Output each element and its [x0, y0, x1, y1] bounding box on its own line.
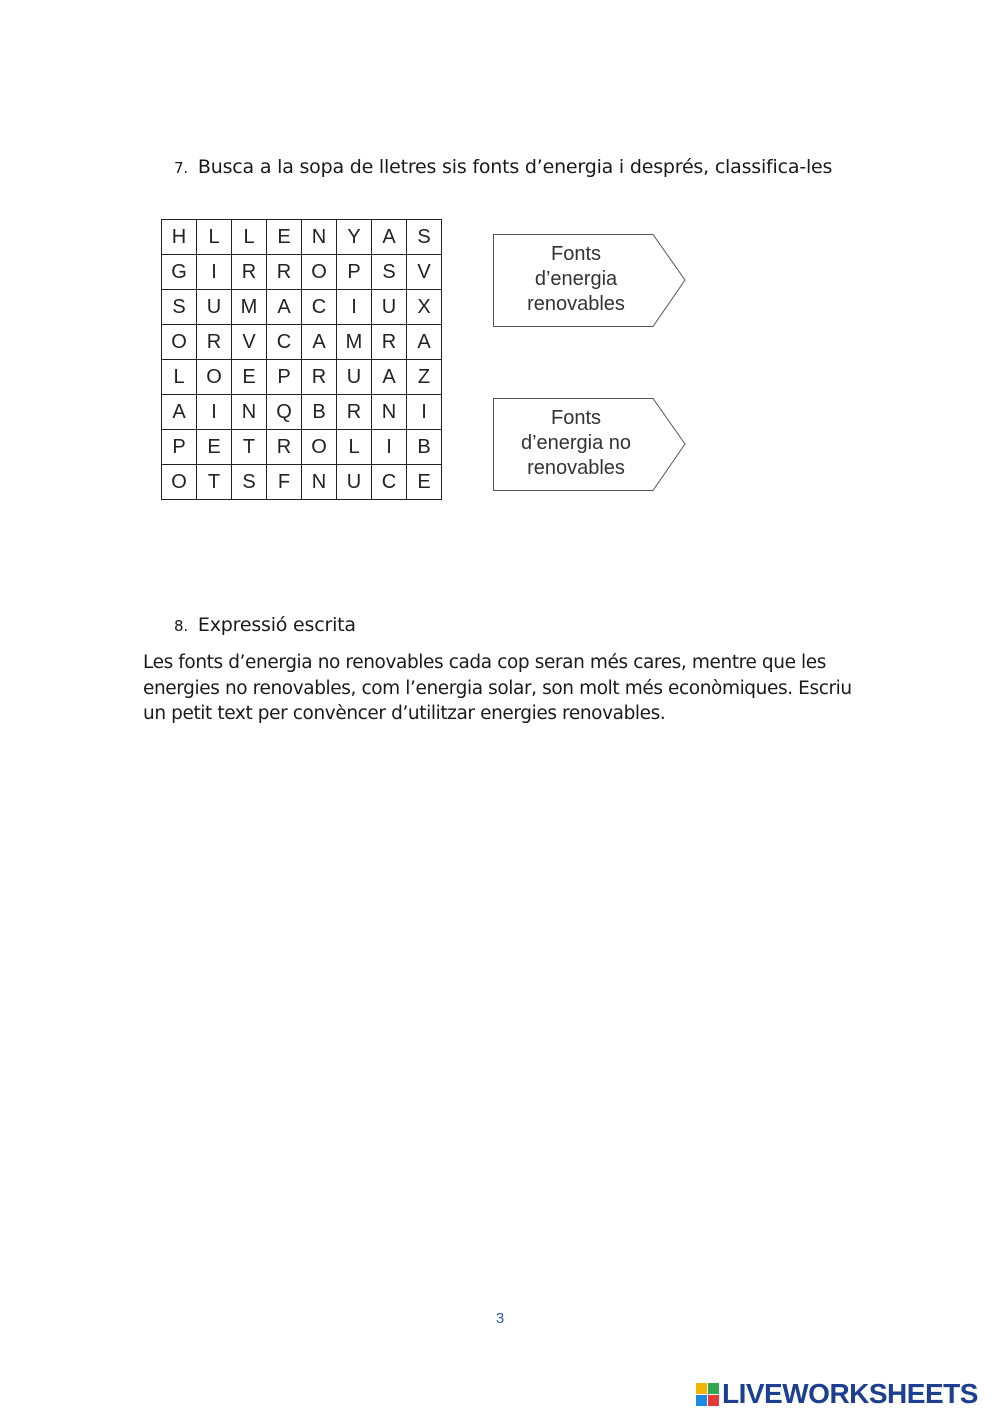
- grid-cell: R: [302, 360, 337, 395]
- grid-cell: A: [162, 395, 197, 430]
- grid-cell: T: [232, 430, 267, 465]
- grid-cell: L: [337, 430, 372, 465]
- grid-cell: Z: [407, 360, 442, 395]
- grid-cell: V: [232, 325, 267, 360]
- grid-cell: U: [337, 465, 372, 500]
- grid-cell: L: [232, 220, 267, 255]
- grid-cell: P: [337, 255, 372, 290]
- grid-cell: S: [407, 220, 442, 255]
- grid-row: [162, 465, 442, 500]
- logo-text: LIVEWORKSHEETS: [722, 1378, 978, 1409]
- grid-cell: E: [232, 360, 267, 395]
- grid-cell: X: [407, 290, 442, 325]
- box-label-line: renovables: [527, 457, 625, 479]
- grid-cell: I: [197, 255, 232, 290]
- grid-cell: U: [372, 290, 407, 325]
- word-search-grid: [161, 219, 442, 500]
- grid-row: [162, 430, 442, 465]
- box-label-line: Fonts: [550, 407, 602, 429]
- grid-row: [162, 220, 442, 255]
- grid-cell: O: [162, 325, 197, 360]
- non-renewable-sources-box: [493, 398, 687, 492]
- grid-cell: O: [302, 430, 337, 465]
- grid-cell: A: [267, 290, 302, 325]
- box-label-line: d’energia no: [520, 432, 632, 454]
- grid-cell: A: [372, 220, 407, 255]
- question-number: 7.: [174, 159, 188, 177]
- grid-cell: P: [267, 360, 302, 395]
- grid-cell: B: [302, 395, 337, 430]
- grid-cell: U: [337, 360, 372, 395]
- grid-cell: V: [407, 255, 442, 290]
- grid-cell: R: [232, 255, 267, 290]
- question-8-prompt: Les fonts d’energia no renovables cada cop seran més cares, mentre que les energies no renovables, com l’energia solar, son molt més econòmiques. Escriu un petit text per convèncer d’utilitzar energies renovables.: [143, 652, 852, 724]
- box-label-line: d’energia: [534, 268, 618, 290]
- grid-cell: R: [372, 325, 407, 360]
- box-label-line: renovables: [527, 293, 625, 315]
- grid-cell: Q: [267, 395, 302, 430]
- question-number: 8.: [174, 617, 188, 635]
- grid-cell: I: [407, 395, 442, 430]
- grid-cell: M: [337, 325, 372, 360]
- grid-cell: Y: [337, 220, 372, 255]
- grid-row: [162, 360, 442, 395]
- logo-square: [708, 1395, 719, 1406]
- grid-cell: C: [267, 325, 302, 360]
- grid-cell: A: [407, 325, 442, 360]
- grid-cell: P: [162, 430, 197, 465]
- non-renewable-box-label: [501, 406, 651, 481]
- grid-row: [162, 255, 442, 290]
- grid-cell: A: [372, 360, 407, 395]
- grid-cell: I: [337, 290, 372, 325]
- grid-cell: E: [197, 430, 232, 465]
- box-label-line: Fonts: [550, 243, 602, 265]
- grid-cell: A: [302, 325, 337, 360]
- grid-cell: H: [162, 220, 197, 255]
- grid-cell: B: [407, 430, 442, 465]
- grid-cell: O: [302, 255, 337, 290]
- grid-cell: N: [302, 220, 337, 255]
- grid-row: [162, 395, 442, 430]
- grid-cell: T: [197, 465, 232, 500]
- question-text: Busca a la sopa de lletres sis fonts d’energia i després, classifica-les: [197, 156, 833, 178]
- grid-cell: E: [407, 465, 442, 500]
- renewable-sources-box: [493, 234, 687, 328]
- grid-cell: R: [337, 395, 372, 430]
- logo-square: [696, 1395, 707, 1406]
- logo-square: [696, 1383, 707, 1394]
- logo-icon: [696, 1383, 719, 1406]
- grid-cell: L: [197, 220, 232, 255]
- grid-cell: O: [197, 360, 232, 395]
- grid-cell: I: [372, 430, 407, 465]
- grid-cell: I: [197, 395, 232, 430]
- grid-cell: M: [232, 290, 267, 325]
- grid-cell: L: [162, 360, 197, 395]
- grid-cell: U: [197, 290, 232, 325]
- grid-cell: R: [197, 325, 232, 360]
- page-number: 3: [495, 1310, 505, 1327]
- grid-cell: N: [372, 395, 407, 430]
- question-title: Expressió escrita: [197, 614, 356, 636]
- grid-row: [162, 290, 442, 325]
- logo-square: [708, 1383, 719, 1394]
- liveworksheets-logo: [696, 1380, 978, 1408]
- grid-cell: F: [267, 465, 302, 500]
- grid-cell: S: [232, 465, 267, 500]
- grid-cell: R: [267, 255, 302, 290]
- grid-cell: C: [302, 290, 337, 325]
- grid-cell: N: [232, 395, 267, 430]
- renewable-box-label: [501, 242, 651, 317]
- grid-cell: C: [372, 465, 407, 500]
- grid-cell: S: [372, 255, 407, 290]
- grid-cell: G: [162, 255, 197, 290]
- question-8-heading: [174, 614, 356, 636]
- grid-cell: R: [267, 430, 302, 465]
- grid-cell: E: [267, 220, 302, 255]
- grid-cell: N: [302, 465, 337, 500]
- grid-cell: S: [162, 290, 197, 325]
- grid-row: [162, 325, 442, 360]
- question-7-heading: [174, 156, 832, 178]
- grid-cell: O: [162, 465, 197, 500]
